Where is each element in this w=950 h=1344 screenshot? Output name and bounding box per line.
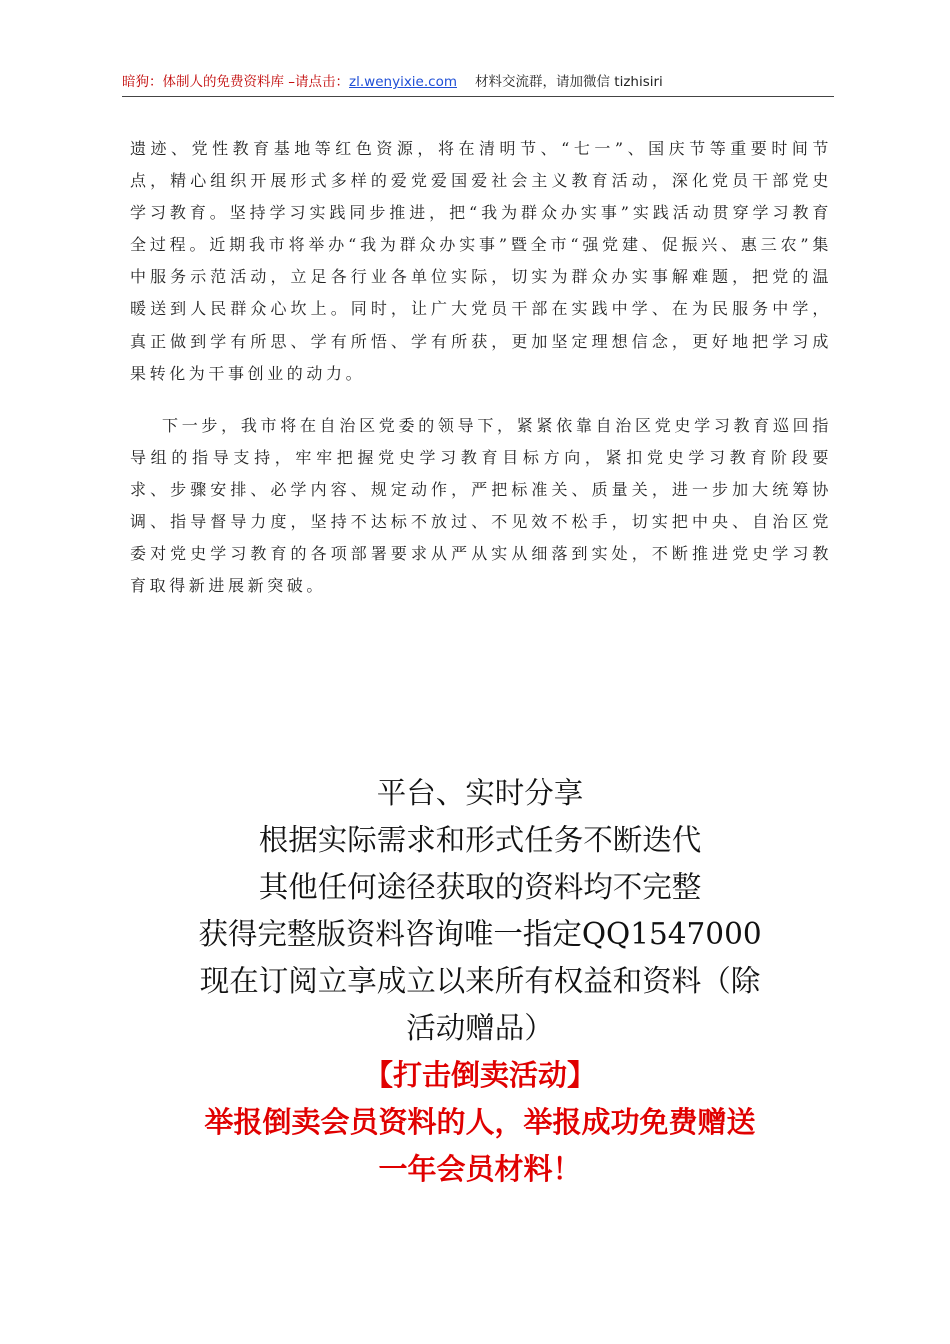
promo-line: 根据实际需求和形式任务不断迭代 (258, 823, 702, 857)
promo-warning-line: 举报倒卖会员资料的人，举报成功免费赠送 (204, 1105, 756, 1139)
promo-line: 获得完整版资料咨询唯一指定QQ1547000 (198, 917, 762, 951)
promo-line: 平台、实时分享 (376, 776, 584, 810)
document-body (130, 133, 832, 602)
promo-line: 现在订阅立享成立以来所有权益和资料（除 (199, 964, 761, 998)
body-paragraph: 遗迹、党性教育基地等红色资源，将在清明节、“七一”、国庆节等重要时间节点，精心组织开展形式多样的爱党爱国爱社会主义教育活动，深化党员干部党史学习教育。坚持学习实践同步推进，把“我为群众办实事”实践活动贯穿学习教育全过程。近期我市将举办“我为群众办实事”暨全市“强党建、促振兴、惠三农”集中服务示范活动，立足各行业各单位实际，切实为群众办实事解难题，把党的温暖送到人民群众心坎上。同时，让广大党员干部在实践中学、在为民服务中学，真正做到学有所思、学有所悟、学有所获，更加坚定理想信念，更好地把学习成果转化为干事创业的动力。 (130, 139, 832, 383)
promo-warning-line: 一年会员材料！ (378, 1152, 582, 1186)
promo-warning-title: 【打击倒卖活动】 (363, 1058, 596, 1092)
page-header (122, 70, 834, 97)
promo-line: 活动赠品） (406, 1011, 554, 1045)
header-site-link[interactable]: zl.wenyixie.com (349, 74, 457, 90)
header-site-label: 暗狗：体制人的免费资料库 –请点击： (122, 74, 350, 90)
header-wechat-note: 材料交流群，请加微信 tizhisiri (475, 74, 663, 90)
body-paragraph: 下一步，我市将在自治区党委的领导下，紧紧依靠自治区党史学习教育巡回指导组的指导支持，牢牢把握党史学习教育目标方向，紧扣党史学习教育阶段要求、步骤安排、必学内容、规定动作，严把标准关、质量关，进一步加大统筹协调、指导督导力度，坚持不达标不放过、不见效不松手，切实把中央、自治区党委对党史学习教育的各项部署要求从严从实从细落到实处，不断推进党史学习教育取得新进展新突破。 (130, 415, 832, 596)
promo-line: 其他任何途径获取的资料均不完整 (258, 870, 702, 904)
promo-block (120, 770, 840, 1193)
